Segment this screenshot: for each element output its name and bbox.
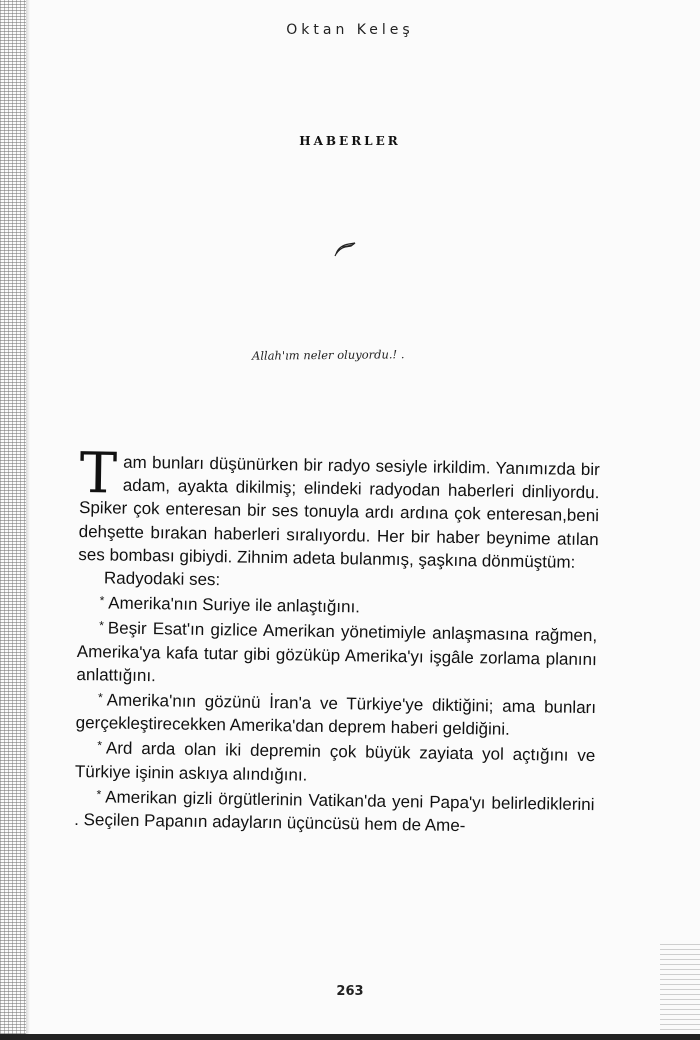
list-item xyxy=(75,734,596,791)
list-item-text: Ard arda olan iki depremin çok büyük zayiata yol açtığını ve Türkiye işinin askıya alındığını. xyxy=(74,738,596,785)
bullet-marker: * xyxy=(98,690,103,705)
opening-text: am bunları düşünürken bir radyo sesiyle irkildim. Yanımızda bir adam, ayakta dikilmiş; elindeki radyodan haberleri dinliyordu. Spiker çok enteresan bir ses tonuyla ardı ardına çok enteresan,beni dehşette bırakan haberleri sıralıyordu. Her bir haber beynime atılan ses bombası gibiydi. Zihnim adeta bulanmış, şaşkına dönmüştüm: xyxy=(78,452,600,572)
radio-label: Radyodaki ses: xyxy=(103,568,221,590)
list-item xyxy=(74,783,595,840)
scan-edge-bottom xyxy=(0,1034,700,1040)
epigraph: Allah'ım neler oluyordu.! . xyxy=(251,347,405,363)
bullet-marker: * xyxy=(97,738,103,753)
pen-nib-icon xyxy=(332,238,358,258)
drop-cap: T xyxy=(79,441,118,507)
list-item-text: Amerika'nın Suriye ile anlaştığını. xyxy=(108,593,361,617)
scan-edge-left xyxy=(0,0,26,1040)
bullet-marker: * xyxy=(96,787,102,802)
list-item-text: Beşir Esat'ın gizlice Amerikan yönetimiyle anlaşmasına rağmen, Amerika'ya kafa tutar gibi gözüküp Amerika'yı işgâle zorlama planını anlattığını. xyxy=(76,618,598,686)
list-item xyxy=(76,686,597,743)
page-number: 263 xyxy=(336,984,364,999)
running-head-author: Oktan Keleş xyxy=(286,22,414,38)
bullet-marker: * xyxy=(99,618,105,633)
opening-paragraph xyxy=(78,441,600,574)
list-item-text: Amerikan gizli örgütlerinin Vatikan'da yeni Papa'yı belirlediklerini . Seçilen Papanın adayların üçüncüsü hem de Ame- xyxy=(74,787,595,836)
bullet-marker: * xyxy=(99,593,105,608)
list-item xyxy=(76,614,597,694)
body-text xyxy=(74,441,600,839)
chapter-title: HABERLER xyxy=(299,134,401,148)
list-item-text: Amerika'nın gözünü İran'a ve Türkiye'ye diktiğini; ama bunları gerçekleştirecekken Amerika'dan deprem haberi geldiğini. xyxy=(75,690,597,740)
